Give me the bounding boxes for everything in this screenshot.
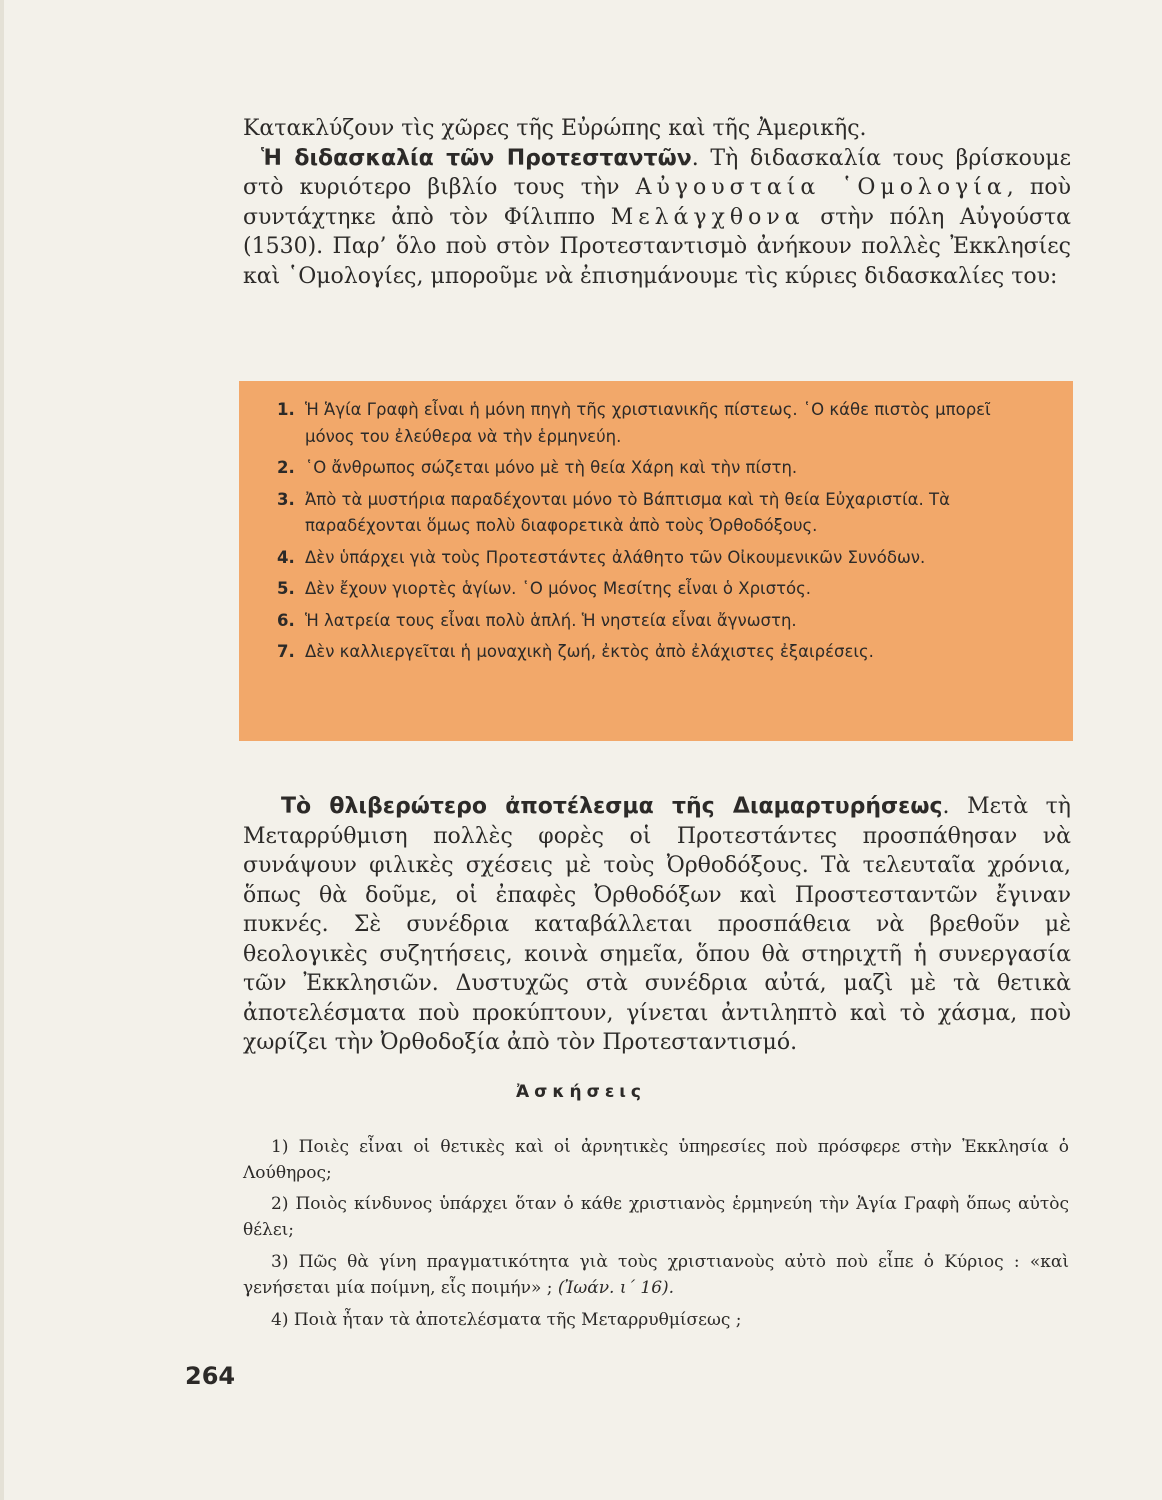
- item-text: Δὲν ὑπάρχει γιὰ τοὺς Προτεστάντες ἀλάθητο τῶν Οἰκουμενικῶν Συνόδων.: [305, 547, 926, 567]
- doctrine-item: [277, 608, 1037, 635]
- exercise-3-citation: (Ἰωάν. ι΄ 16).: [557, 1278, 675, 1298]
- item-number: 6.: [277, 610, 295, 630]
- page-number: 264: [185, 1362, 236, 1390]
- doctrine-item: [277, 639, 1037, 666]
- page-edge: [0, 0, 4, 1500]
- doctrine-heading: Ἡ διδασκαλία τῶν Προτεσταντῶν: [261, 145, 692, 171]
- exercises-title: Ἀσκήσεις: [516, 1082, 646, 1102]
- intro-first-line: Κατακλύζουν τὶς χῶρες τῆς Εὐρώπης καὶ τῆς Ἀμερικῆς.: [243, 116, 867, 141]
- doctrine-item: [277, 455, 1037, 482]
- item-number: 7.: [277, 642, 295, 661]
- consequence-text: . Μετὰ τὴ Μεταρρύθμιση πολλὲς φορὲς οἱ Προτεστάντες προσπάθησαν νὰ συνάψουν φιλικὲς σχέσεις μὲ τοὺς Ὀρθοδόξους. Τὰ τελευταῖα χρόνια, ὅπως θὰ δοῦμε, οἱ ἐπαφὲς Ὀρθοδόξων καὶ Προστεσταντῶν ἔγιναν πυκνές. Σὲ συνέδρια καταβάλλεται προσπάθεια νὰ βρεθοῦν μὲ θεολογικὲς συζητήσεις, κοινὰ σημεῖα, ὅπου θὰ στηριχτῆ ἡ συνεργασία τῶν Ἐκκλησιῶν. Δυστυχῶς στὰ συνέδρια αὐτά, μαζὶ μὲ τὰ θετικὰ ἀποτελέσματα ποὺ προκύπτουν, γίνεται ἀντιληπτὸ καὶ τὸ χάσμα, ποὺ χωρίζει τὴν Ὀρθοδοξία ἀπὸ τὸν Προτεσταντισμό.: [243, 794, 1071, 1055]
- item-number: 2.: [277, 458, 295, 477]
- exercise-2: 2) Ποιὸς κίνδυνος ὑπάρχει ὅταν ὁ κάθε χριστιανὸς ἑρμηνεύη τὴν Ἁγία Γραφὴ ὅπως αὐτὸς θέλει;: [243, 1194, 1069, 1240]
- item-text: Δὲν ἔχουν γιορτὲς ἁγίων. ῾Ο μόνος Μεσίτης εἶναι ὁ Χριστός.: [305, 579, 812, 598]
- exercises-list: [243, 1134, 1069, 1339]
- doctrine-item: [277, 487, 1037, 540]
- doctrines-box: [239, 381, 1073, 741]
- exercise-3: [243, 1249, 1069, 1301]
- item-text: Ἀπὸ τὰ μυστήρια παραδέχονται μόνο τὸ Βάπτισμα καὶ τὴ θεία Εὐχαριστία. Τὰ παραδέχονται ὅμως πολὺ διαφορετικὰ ἀπὸ τοὺς Ὀρθοδόξους.: [305, 489, 951, 535]
- doctrine-item: [277, 576, 1037, 603]
- doctrine-item: [277, 545, 1037, 572]
- exercise-3-text: 3) Πῶς θὰ γίνη πραγματικότητα γιὰ τοὺς χριστιανοὺς αὐτὸ ποὺ εἶπε ὁ Κύριος : «καὶ γενήσεται μία ποίμνη, εἷς ποιμήν» ;: [243, 1252, 1069, 1298]
- consequence-heading: Τὸ θλιβερώτερο ἀποτέλεσμα τῆς Διαμαρτυρήσεως: [281, 794, 943, 819]
- intro-text-c: στὴν πόλη Αὐγούστα (1530). Παρ’ ὅλο ποὺ στὸν Προτεσταντισμὸ ἀνήκουν πολλὲς Ἐκκλησίες καὶ ῾Ομολογίες, μποροῦμε νὰ ἐπισημάνουμε τὶς κύριες διδασκαλίες του:: [243, 204, 1072, 289]
- item-text: Δὲν καλλιεργεῖται ἡ μοναχικὴ ζωή, ἐκτὸς ἀπὸ ἐλάχιστες ἐξαιρέσεις.: [305, 642, 874, 661]
- item-text: Ἡ λατρεία τους εἶναι πολὺ ἁπλή. Ἡ νηστεία εἶναι ἄγνωστη.: [305, 610, 797, 630]
- augsburg-confession: Αὐγουσταία ῾Ομολογία: [635, 175, 1007, 200]
- item-number: 1.: [277, 400, 295, 419]
- item-text: ῾Ο ἄνθρωπος σώζεται μόνο μὲ τὴ θεία Χάρη καὶ τὴν πίστη.: [305, 458, 798, 477]
- intro-text-a: . Τὴ διδασκαλία τους βρίσκουμε στὸ κυριότερο βιβλίο τους τὴν: [243, 145, 1071, 200]
- exercise-4: 4) Ποιὰ ἦταν τὰ ἀποτελέσματα τῆς Μεταρρυθμίσεως ;: [271, 1310, 742, 1330]
- intro-text-b: , ποὺ συντάχτηκε ἀπὸ τὸν Φίλιππο: [243, 175, 1071, 230]
- item-number: 4.: [277, 547, 295, 567]
- doctrine-item: [277, 397, 1037, 450]
- exercise-1: 1) Ποιὲς εἶναι οἱ θετικὲς καὶ οἱ ἀρνητικὲς ὑπηρεσίες ποὺ πρόσφερε στὴν Ἐκκλησία ὁ Λούθηρος;: [243, 1137, 1069, 1183]
- item-number: 5.: [277, 579, 295, 598]
- consequence-paragraph: [243, 792, 1071, 1058]
- melanchthon-name: Μελάγχθονα: [610, 204, 805, 230]
- item-text: Ἡ Ἁγία Γραφὴ εἶναι ἡ μόνη πηγὴ τῆς χριστιανικῆς πίστεως. ῾Ο κάθε πιστὸς μπορεῖ μόνος του ἐλεύθερα νὰ τὴν ἑρμηνεύη.: [305, 400, 991, 446]
- doctrines-list: [239, 381, 1073, 666]
- item-number: 3.: [277, 489, 295, 509]
- intro-paragraph: [243, 114, 1071, 291]
